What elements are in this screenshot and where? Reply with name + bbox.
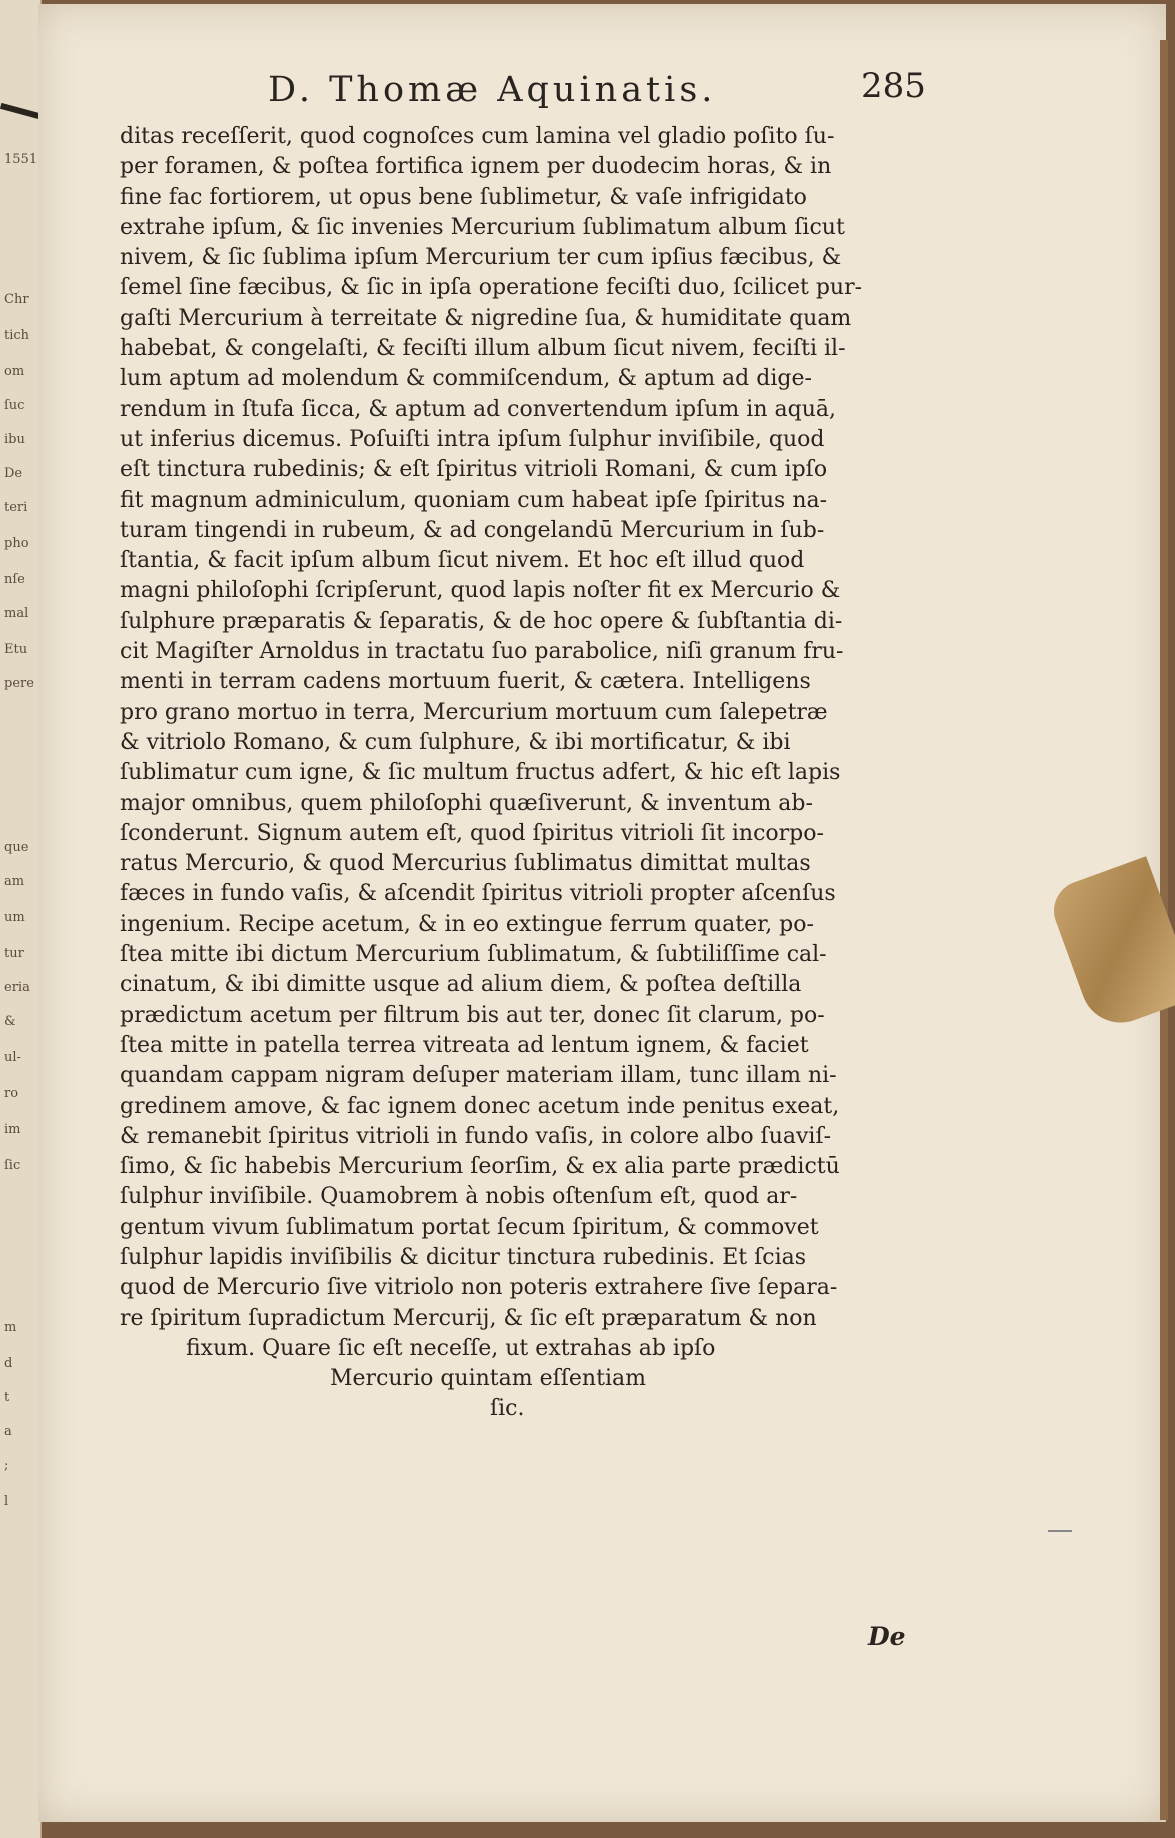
text-line: rendum in ſtufa ſicca, & aptum ad convertendum ipſum in aquā, xyxy=(120,396,836,422)
text-line: quod de Mercurio ſive vitriolo non poteris extrahere ſive ſepara- xyxy=(120,1275,838,1301)
margin-tick-icon xyxy=(1048,1530,1072,1532)
text-line: gredinem amove, & fac ignem donec acetum inde penitus exeat, xyxy=(120,1093,840,1119)
running-head: D. Thomæ Aquinatis. xyxy=(268,70,717,110)
margin-fragment: tich xyxy=(4,328,30,343)
margin-fragment: nſe xyxy=(4,572,25,587)
margin-fragment: pho xyxy=(4,536,29,551)
margin-fragment: teri xyxy=(4,500,28,515)
margin-fragment: que xyxy=(4,840,29,855)
margin-fragment: t xyxy=(4,1390,10,1405)
text-line: & vitriolo Romano, & cum ſulphure, & ibi mortificatur, & ibi xyxy=(120,729,791,755)
margin-fragment: mal xyxy=(4,606,29,621)
margin-fragment: ibu xyxy=(4,432,25,447)
text-line: ut inferius dicemus. Poſuiſti intra ipſum ſulphur inviſibile, quod xyxy=(120,426,825,452)
text-line: quandam cappam nigram deſuper materiam illam, tunc illam ni- xyxy=(120,1063,837,1089)
text-line: ſulphur inviſibile. Quamobrem à nobis oſtenſum eſt, quod ar- xyxy=(120,1184,798,1210)
margin-fragment: l xyxy=(4,1494,9,1509)
closing-line: Mercurio quintam eſſentiam xyxy=(330,1366,646,1392)
margin-fragment: ſic xyxy=(4,1158,21,1173)
margin-fragment: um xyxy=(4,910,25,925)
text-line: magni philoſophi ſcripſerunt, quod lapis noſter fit ex Mercurio & xyxy=(120,578,841,604)
text-line: extrahe ipſum, & ſic invenies Mercurium ſublimatum album ſicut xyxy=(120,214,845,240)
text-line: menti in terram cadens mortuum fuerit, & cætera. Intelligens xyxy=(120,669,811,695)
margin-fragment: tur xyxy=(4,946,24,961)
text-line: gentum vivum ſublimatum portat ſecum ſpiritum, & commovet xyxy=(120,1214,819,1240)
text-line: ſulphur lapidis inviſibilis & dicitur tinctura rubedinis. Et ſcias xyxy=(120,1244,807,1270)
text-line: ingenium. Recipe acetum, & in eo extingue ferrum quater, po- xyxy=(120,911,814,937)
text-line: fit magnum adminiculum, quoniam cum habeat ipſe ſpiritus na- xyxy=(120,487,828,513)
text-line: ſtea mitte in patella terrea vitreata ad lentum ignem, & faciet xyxy=(120,1032,809,1058)
text-line: ſulphure præparatis & ſeparatis, & de hoc opere & ſubſtantia di- xyxy=(120,608,843,634)
text-line: fine fac fortiorem, ut opus bene ſublimetur, & vaſe infrigidato xyxy=(120,184,807,210)
margin-fragment: De xyxy=(4,466,23,481)
margin-fragment: Etu xyxy=(4,642,28,657)
text-line: ſimo, & ſic habebis Mercurium ſeorſim, & ex alia parte prædictū xyxy=(120,1154,840,1180)
text-line: ſtantia, & facit ipſum album ſicut nivem. Et hoc eſt illud quod xyxy=(120,548,805,574)
text-line: ſconderunt. Signum autem eſt, quod ſpiritus vitrioli ſit incorpo- xyxy=(120,820,824,846)
text-line: ſtea mitte ibi dictum Mercurium ſublimatum, & ſubtiliſſime cal- xyxy=(120,942,827,968)
text-line: ditas receſſerit, quod cognoſces cum lamina vel gladio poſito ſu- xyxy=(120,124,835,149)
text-line: eſt tinctura rubedinis; & eſt ſpiritus vitrioli Romani, & cum ipſo xyxy=(120,457,828,483)
margin-fragment: ul- xyxy=(4,1050,21,1065)
text-line: nivem, & ſic ſublima ipſum Mercurium ter cum ipſius fæcibus, & xyxy=(120,245,842,271)
text-line: ſublimatur cum igne, & ſic multum fructus adfert, & hic eſt lapis xyxy=(120,760,841,786)
margin-fragment: a xyxy=(4,1424,12,1439)
margin-fragment: am xyxy=(4,874,25,889)
margin-fragment: 1551 xyxy=(4,152,38,167)
curl-mark-icon xyxy=(0,103,40,119)
text-line: ſemel ſine fæcibus, & ſic in ipſa operatione feciſti duo, ſcilicet pur- xyxy=(120,275,863,301)
text-line: turam tingendi in rubeum, & ad congelandū Mercurium in ſub- xyxy=(120,517,825,543)
text-line: & remanebit ſpiritus vitrioli in fundo vaſis, in colore albo ſuaviſ- xyxy=(120,1123,832,1149)
margin-fragment: ſuc xyxy=(4,398,25,413)
margin-fragment: m xyxy=(4,1320,17,1335)
page-number: 285 xyxy=(861,66,926,106)
text-line: major omnibus, quem philoſophi quæſiverunt, & inventum ab- xyxy=(120,790,813,816)
text-line: prædictum acetum per filtrum bis aut ter, donec ſit clarum, po- xyxy=(120,1002,825,1028)
text-line: lum aptum ad molendum & commiſcendum, & aptum ad dige- xyxy=(120,366,812,392)
text-line: ratus Mercurio, & quod Mercurius ſublimatus dimittat multas xyxy=(120,851,811,877)
text-line: cit Magiſter Arnoldus in tractatu ſuo parabolice, niſi granum fru- xyxy=(120,639,844,665)
text-line: habebat, & congelaſti, & feciſti illum album ſicut nivem, feciſti il- xyxy=(120,336,846,362)
text-line: per foramen, & poſtea fortifica ignem per duodecim horas, & in xyxy=(120,154,832,180)
text-line: gaſti Mercurium à terreitate & nigredine ſua, & humiditate quam xyxy=(120,305,852,331)
previous-page-edge xyxy=(0,0,42,1838)
text-line: re ſpiritum ſupradictum Mercurij, & ſic eſt præparatum & non xyxy=(120,1305,817,1331)
text-line: pro grano mortuo in terra, Mercurium mortuum cum ſalepetræ xyxy=(120,699,828,725)
margin-fragment: eria xyxy=(4,980,30,995)
body-text xyxy=(120,122,910,1425)
margin-fragment: & xyxy=(4,1014,16,1029)
closing-line: ſic. xyxy=(490,1396,525,1422)
margin-fragment: ; xyxy=(4,1458,9,1473)
text-line: cinatum, & ibi dimitte usque ad alium diem, & poſtea deſtilla xyxy=(120,972,802,998)
margin-fragment: im xyxy=(4,1122,21,1137)
margin-fragment: om xyxy=(4,364,25,379)
margin-fragment: pere xyxy=(4,676,34,691)
margin-fragment: ro xyxy=(4,1086,19,1101)
closing-line: fixum. Quare ſic eſt neceſſe, ut extrahas ab ipſo xyxy=(186,1335,716,1361)
margin-fragment: d xyxy=(4,1356,13,1371)
catchword: De xyxy=(868,1622,906,1651)
text-line: fæces in fundo vaſis, & aſcendit ſpiritus vitrioli propter aſcenſus xyxy=(120,881,836,907)
margin-fragment: Chr xyxy=(4,292,29,307)
